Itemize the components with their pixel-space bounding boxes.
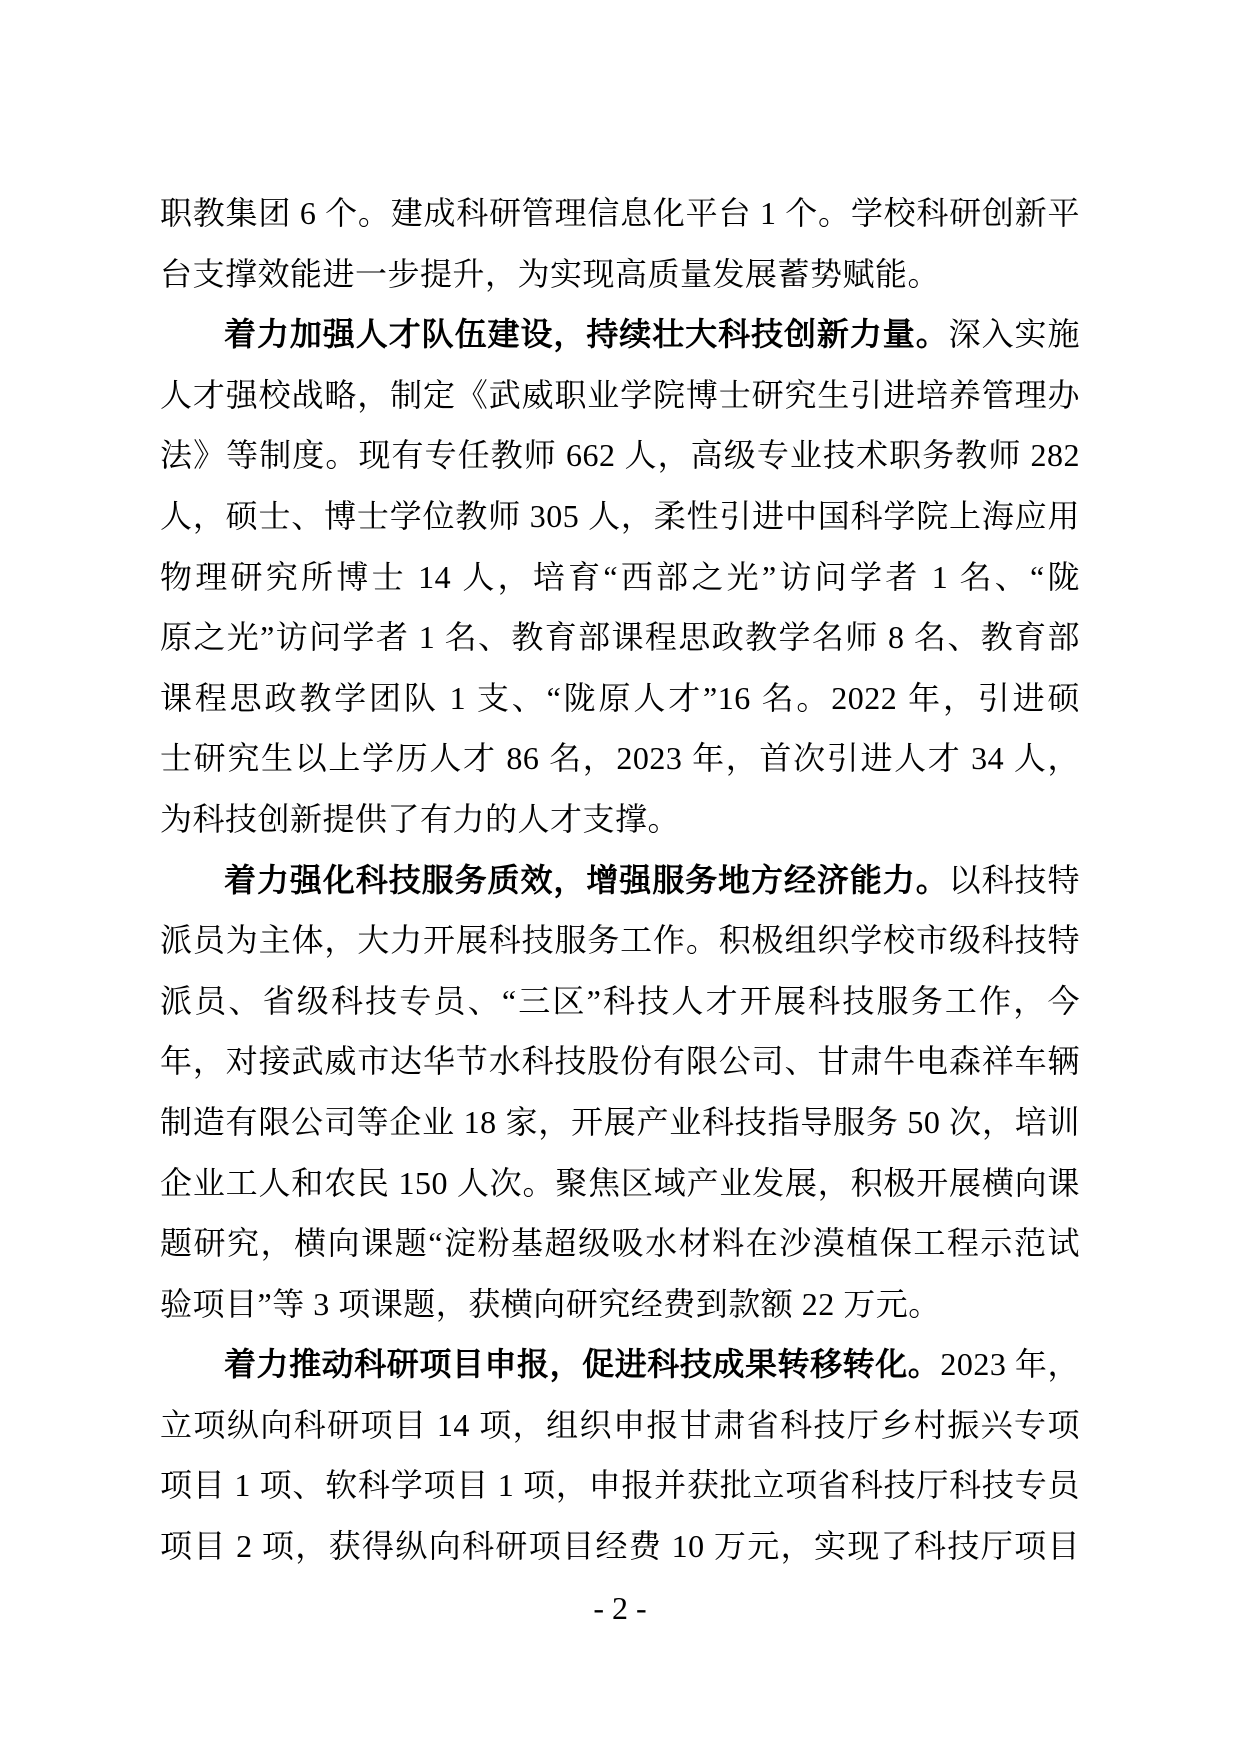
text-run: 以科技特: [948, 861, 1080, 898]
text-line: [160, 425, 1080, 486]
text-run: 士研究生以上学历人才 86 名，2023 年，首次引进人才 34 人，: [160, 740, 1080, 777]
text-run: 台支撑效能进一步提升，为实现高质量发展蓄势赋能。: [160, 255, 941, 292]
text-line: [160, 850, 1080, 911]
text-run: 立项纵向科研项目 14 项，组织申报甘肃省科技厅乡村振兴专项: [160, 1406, 1080, 1443]
text-run: 原之光”访问学者 1 名、教育部课程思政教学名师 8 名、教育部: [160, 619, 1080, 656]
text-line: [160, 1516, 1080, 1577]
text-run: 企业工人和农民 150 人次。聚焦区域产业发展，积极开展横向课: [160, 1164, 1080, 1201]
text-run: 2023 年，: [940, 1346, 1080, 1383]
text-line: [160, 183, 1080, 244]
document-body: [160, 183, 1080, 1577]
text-line: [160, 910, 1080, 971]
text-run: 深入实施: [948, 316, 1080, 353]
text-run: 派员为主体，大力开展科技服务工作。积极组织学校市级科技特: [160, 922, 1080, 959]
text-line: [160, 365, 1080, 426]
text-run: 项目 1 项、软科学项目 1 项，申报并获批立项省科技厅科技专员: [160, 1467, 1080, 1504]
text-line: [160, 1395, 1080, 1456]
text-run: 人才强校战略，制定《武威职业学院博士研究生引进培养管理办: [160, 376, 1080, 413]
text-line: [160, 668, 1080, 729]
text-line: [160, 1092, 1080, 1153]
text-line: [160, 789, 1080, 850]
text-run: 验项目”等 3 项课题，获横向研究经费到款额 22 万元。: [160, 1285, 941, 1322]
text-run: 制造有限公司等企业 18 家，开展产业科技指导服务 50 次，培训: [160, 1103, 1080, 1140]
text-line: [160, 1455, 1080, 1516]
text-line: [160, 1031, 1080, 1092]
bold-lead-in-run: 着力推动科研项目申报，促进科技成果转移转化。: [224, 1346, 941, 1383]
text-line: [160, 971, 1080, 1032]
text-line: [160, 547, 1080, 608]
text-line: [160, 607, 1080, 668]
text-line: [160, 486, 1080, 547]
text-run: 课程思政教学团队 1 支、“陇原人才”16 名。2022 年，引进硕: [160, 679, 1080, 716]
page-number: - 2 -: [593, 1590, 647, 1626]
text-run: 物理研究所博士 14 人，培育“西部之光”访问学者 1 名、“陇: [160, 558, 1080, 595]
text-line: [160, 728, 1080, 789]
text-run: 人，硕士、博士学位教师 305 人，柔性引进中国科学院上海应用: [160, 497, 1080, 534]
text-run: 为科技创新提供了有力的人才支撑。: [160, 800, 681, 837]
text-line: [160, 1274, 1080, 1335]
text-run: 职教集团 6 个。建成科研管理信息化平台 1 个。学校科研创新平: [160, 195, 1080, 231]
text-line: [160, 304, 1080, 365]
text-line: [160, 1334, 1080, 1395]
text-line: [160, 1213, 1080, 1274]
text-line: [160, 244, 1080, 305]
bold-lead-in-run: 着力加强人才队伍建设，持续壮大科技创新力量。: [224, 316, 949, 353]
text-run: 项目 2 项，获得纵向科研项目经费 10 万元，实现了科技厅项目: [160, 1528, 1080, 1565]
text-run: 年，对接武威市达华节水科技股份有限公司、甘肃牛电森祥车辆: [160, 1043, 1080, 1080]
bold-lead-in-run: 着力强化科技服务质效，增强服务地方经济能力。: [224, 861, 949, 898]
text-run: 法》等制度。现有专任教师 662 人，高级专业技术职务教师 282: [160, 437, 1080, 474]
text-line: [160, 1153, 1080, 1214]
text-run: 题研究，横向课题“淀粉基超级吸水材料在沙漠植保工程示范试: [160, 1225, 1080, 1262]
text-run: 派员、省级科技专员、“三区”科技人才开展科技服务工作，今: [160, 982, 1080, 1019]
